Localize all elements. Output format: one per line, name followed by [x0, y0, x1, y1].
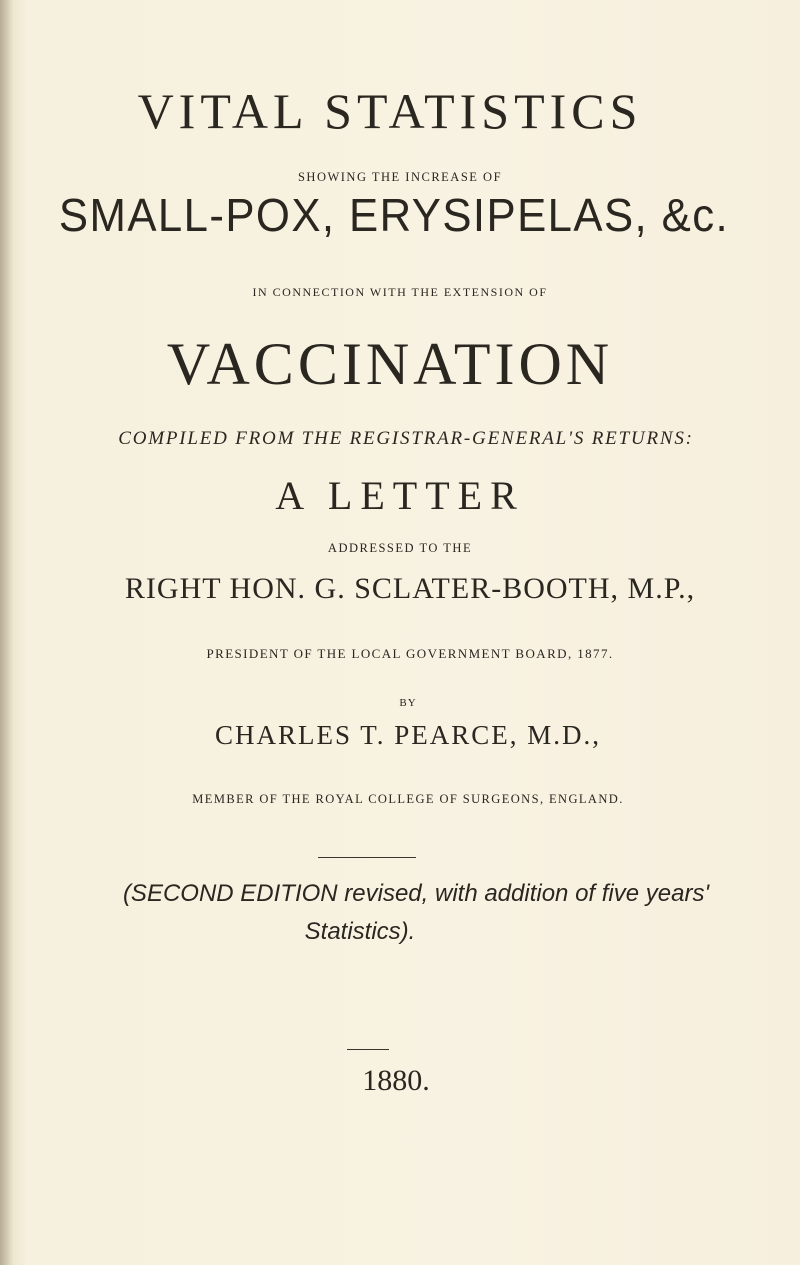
divider-rule	[318, 857, 416, 858]
publication-year: 1880.	[362, 1064, 430, 1097]
vaccination-heading: VACCINATION	[166, 331, 614, 397]
edition-note-line-1: (SECOND EDITION revised, with addition of five years'	[122, 880, 710, 907]
addressed-line: ADDRESSED TO THE	[327, 541, 473, 555]
recipient-name: RIGHT HON. G. SCLATER-BOOTH, M.P.,	[124, 572, 696, 605]
author-name: CHARLES T. PEARCE, M.D.,	[214, 720, 602, 750]
recipient-office: PRESIDENT OF THE LOCAL GOVERNMENT BOARD, 1877.	[206, 646, 614, 661]
edition-note-line-2: Statistics).	[304, 918, 416, 945]
connection-subtitle: IN CONNECTION WITH THE EXTENSION OF	[252, 285, 548, 299]
divider-rule-small	[347, 1049, 389, 1050]
diseases-heading: SMALL-POX, ERYSIPELAS, &c.	[58, 189, 730, 241]
by-line: BY	[399, 697, 417, 709]
compiled-line: COMPILED FROM THE REGISTRAR-GENERAL'S RETURNS:	[118, 428, 694, 449]
showing-subtitle: SHOWING THE INCREASE OF	[297, 170, 503, 184]
book-title: VITAL STATISTICS	[137, 83, 643, 139]
letter-heading: A LETTER	[275, 473, 525, 518]
author-credentials: MEMBER OF THE ROYAL COLLEGE OF SURGEONS, ENGLAND.	[192, 792, 624, 806]
